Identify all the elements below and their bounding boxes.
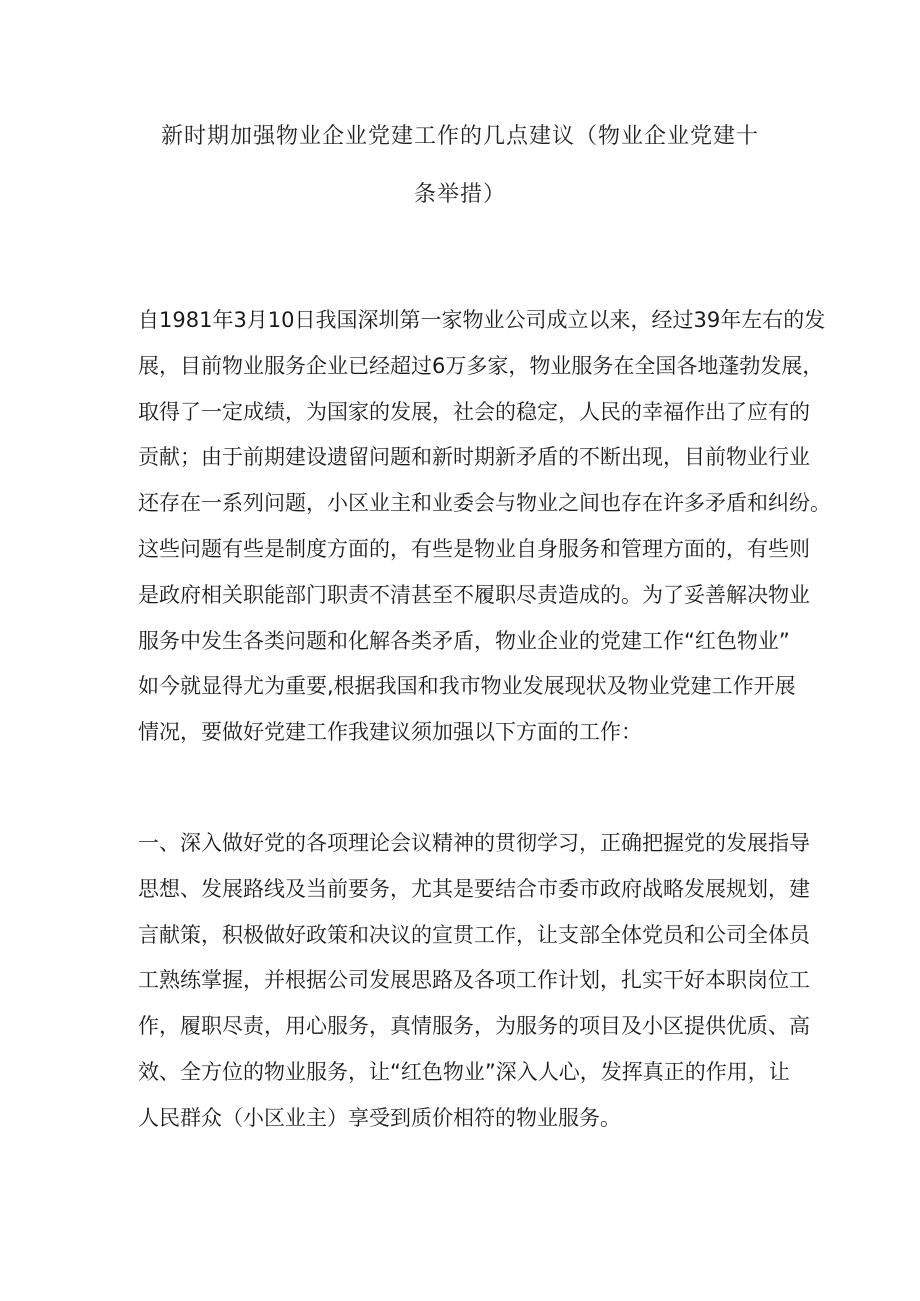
title-line: 新时期加强物业企业党建工作的几点建议（物业企业党建十 [160,124,759,149]
text-line: 是政府相关职能部门职责不清甚至不履职尽责造成的。为了妥善解决物业 [138,582,810,607]
text-line: 思想、发展路线及当前要务，尤其是要结合市委市政府战略发展规划，建 [138,876,810,901]
title-line: 条举措） [413,182,506,207]
text-line: 自1981年3月10日我国深圳第一家物业公司成立以来，经过39年左右的发 [138,308,826,332]
text-line: 如今就显得尤为重要,根据我国和我市物业发展现状及物业党建工作开展 [138,674,796,699]
text-line: 取得了一定成绩，为国家的发展，社会的稳定，人民的幸福作出了应有的 [138,399,810,424]
text-line: 一、深入做好党的各项理论会议精神的贯彻学习，正确把握党的发展指导 [138,831,810,855]
text-line: 工熟练掌握，并根据公司发展思路及各项工作计划，扎实干好本职岗位工 [138,968,810,993]
text-line: 人民群众（小区业主）享受到质价相符的物业服务。 [138,1105,621,1130]
text-line: 还存在一系列问题，小区业主和业委会与物业之间也存在许多矛盾和纠纷。 [138,491,831,516]
text-line: 服务中发生各类问题和化解各类矛盾，物业企业的党建工作“红色物业” [138,628,790,653]
text-line: 情况，要做好党建工作我建议须加强以下方面的工作： [138,720,642,745]
text-line: 这些问题有些是制度方面的，有些是物业自身服务和管理方面的，有些则 [138,536,810,561]
document-title [120,108,800,224]
intro-paragraph [138,298,831,756]
text-line: 效、全方位的物业服务，让“红色物业”深入人心，发挥真正的作用，让 [138,1059,790,1084]
section-one-paragraph [138,821,810,1142]
text-line: 言献策，积极做好政策和决议的宣贯工作，让支部全体党员和公司全体员 [138,922,810,947]
text-line: 展，目前物业服务企业已经超过6万多家，物业服务在全国各地蓬勃发展， [138,353,824,378]
text-line: 贡献；由于前期建设遗留问题和新时期新矛盾的不断出现，目前物业行业 [138,445,810,470]
text-line: 作，履职尽责，用心服务，真情服务，为服务的项目及小区提供优质、高 [138,1014,810,1039]
